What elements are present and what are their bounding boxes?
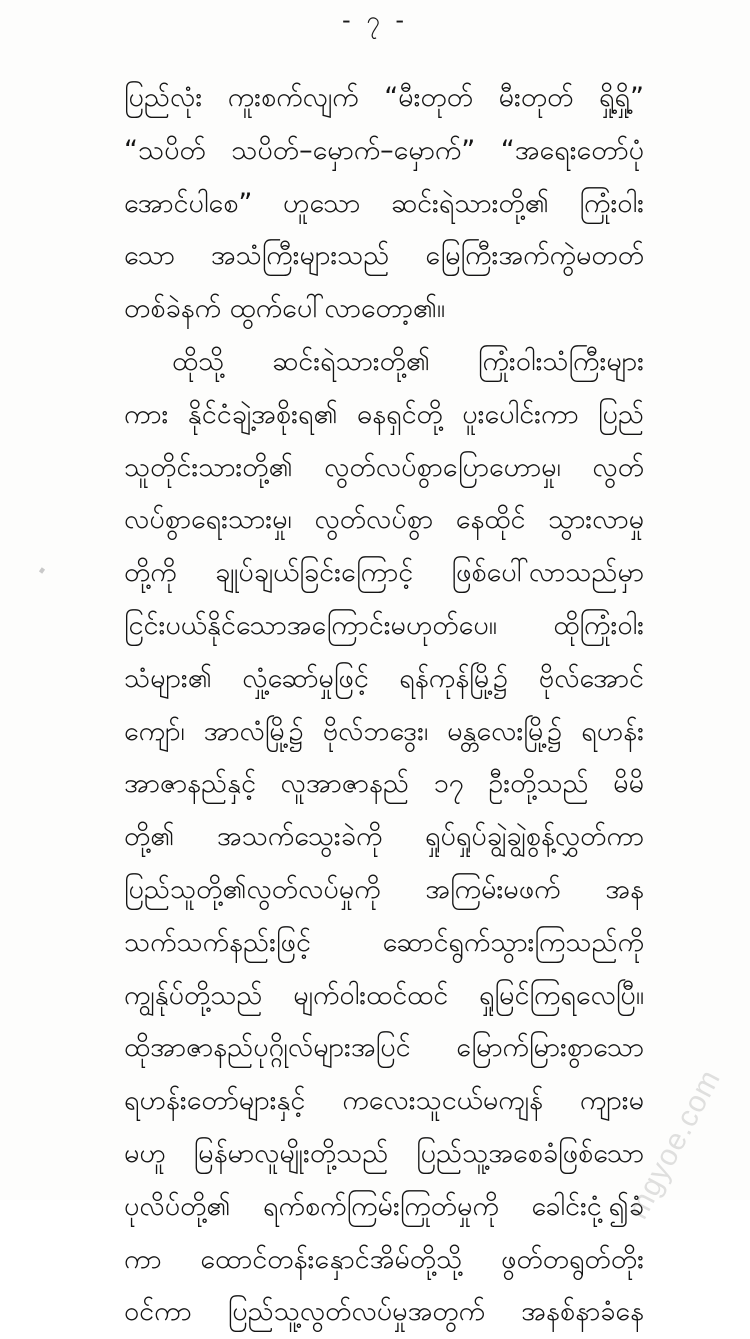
text-line: ကျွန်ုပ်တို့သည် မျက်ဝါးထင်ထင် ရှုမြင်ကြရလေပြီ။ xyxy=(124,979,644,1011)
text-line: သက်သက်နည်းဖြင့် ဆောင်ရွက်သွားကြသည်ကို xyxy=(124,926,644,958)
text-line: ကာ ထောင်တန်းနှောင်အိမ်တို့သို့ ဖွတ်တရွတ်တိုး xyxy=(124,1243,644,1275)
text-line: ဝင်ကာ ပြည်သူ့လွတ်လပ်မှုအတွက် အနစ်နာခံနေ xyxy=(124,1296,644,1328)
text-line: သံများ၏ လှုံ့ဆော်မှုဖြင့် ရန်ကုန်မြို့၌ ဗိုလ်အောင် xyxy=(124,662,644,694)
body-text xyxy=(124,72,644,1339)
text-line: ပုလိပ်တို့၏ ရက်စက်ကြမ်းကြုတ်မှုကို ခေါင်းငုံ့၍ခံ xyxy=(124,1190,644,1222)
text-line: ငြင်းပယ်နိုင်သောအကြောင်းမဟုတ်ပေ။ ထိုကြုံးဝါး xyxy=(124,609,644,641)
text-line: ပြည်လုံး ကူးစက်လျက် “မီးတုတ် မီးတုတ် ရှို့ရှို့” xyxy=(124,82,644,113)
text-line: လပ်စွာရေးသားမှု၊ လွတ်လပ်စွာ နေထိုင် သွားလာမှု xyxy=(124,504,644,536)
text-line: “သပိတ် သပိတ်–မှောက်–မှောက်” “အရေးတော်ပုံ xyxy=(124,134,644,166)
text-line: အောင်ပါစေ” ဟူသော ဆင်းရဲသားတို့၏ ကြုံးဝါး xyxy=(124,187,644,219)
text-line: တို့၏ အသက်သွေးခဲကို ရှုပ်ရှုပ်ချွဲချွဲစွန့်လွှတ်ကာ xyxy=(124,821,644,853)
watermark: mgyoe.com xyxy=(620,1064,728,1225)
text-line: သူတိုင်းသားတို့၏ လွတ်လပ်စွာပြောဟောမှု၊ လွတ် xyxy=(124,451,644,483)
text-line: ကား နိုင်ငံချဲ့အစိုးရ၏ ဓနရှင်တို့ ပူးပေါင်းကာ ပြည် xyxy=(124,398,644,430)
text-line: အာဇာနည်နှင့် လူအာဇာနည် ၁၇ ဦးတို့သည် မိမိ xyxy=(124,768,644,800)
text-line: မဟူ မြန်မာလူမျိုးတို့သည် ပြည်သူ့အစေခံဖြစ်သော xyxy=(124,1137,644,1169)
scan-speck xyxy=(39,567,45,573)
text-line: သော အသံကြီးများသည် မြေကြီးအက်ကွဲမတတ် xyxy=(124,240,644,272)
page-number: - ၇ - xyxy=(341,6,409,34)
text-line: တစ်ခဲနက် ထွက်ပေါ်လာတော့၏။ xyxy=(124,293,446,325)
text-line: ရဟန်းတော်များနှင့် ကလေးသူငယ်မကျန် ကျားမ xyxy=(124,1085,644,1117)
text-line: ထိုသို့ ဆင်းရဲသားတို့၏ ကြုံးဝါးသံကြီးများ xyxy=(172,345,644,377)
text-line: ပြည်သူတို့၏လွတ်လပ်မှုကို အကြမ်းမဖက် အန xyxy=(124,873,644,905)
text-line: ကျော်၊ အာလံမြို့၌ ဗိုလ်ဘဒွေး၊ မန္တလေးမြို့၌ ရဟန်း xyxy=(124,715,644,747)
text-line: တို့ကို ချုပ်ချယ်ခြင်းကြောင့် ဖြစ်ပေါ်လာသည်မှာ xyxy=(124,557,644,589)
text-line: ထိုအာဇာနည်ပုဂ္ဂိုလ်များအပြင် မြောက်မြားစွာသော xyxy=(124,1032,644,1064)
